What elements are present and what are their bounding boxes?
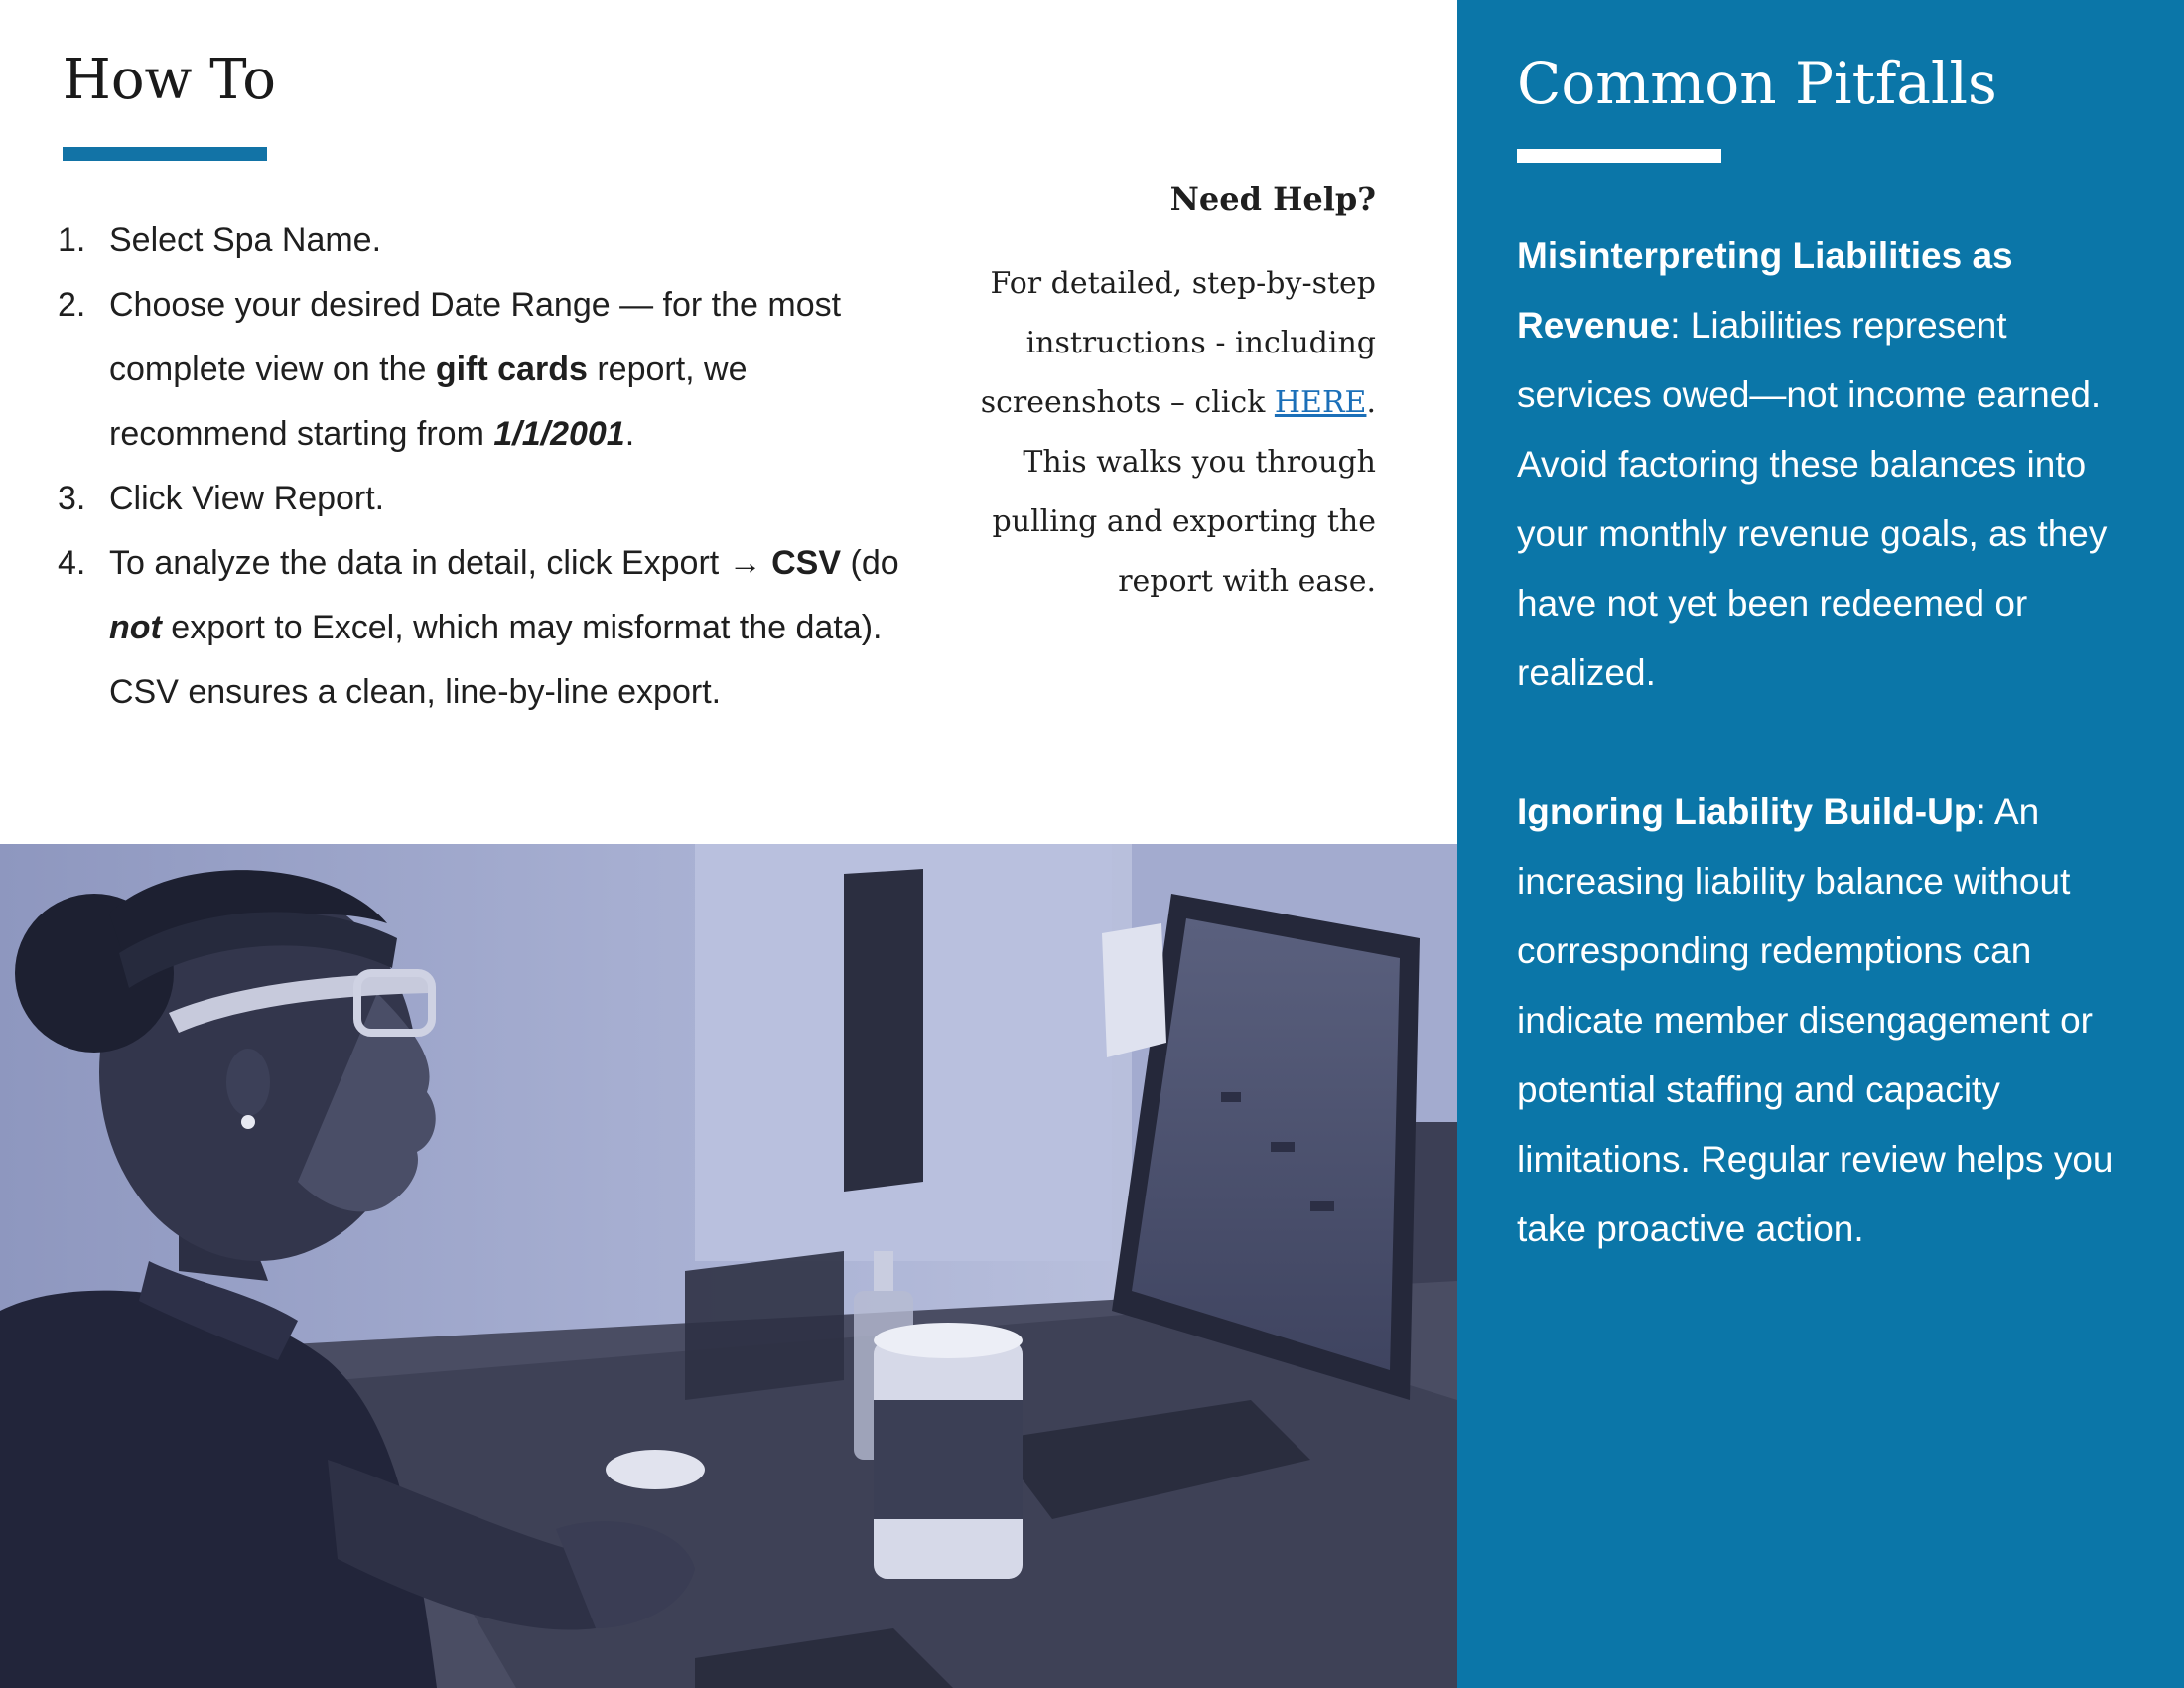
step-text: export to Excel, which may misformat the data). CSV ensures a clean, line-by-line export. <box>109 609 883 711</box>
pitfall-description: : Liabilities represent services owed—not income earned. Avoid factoring these balances into your monthly revenue goals, as they have not yet been redeemed or realized. <box>1517 305 2108 693</box>
step-number: 1. <box>58 221 86 259</box>
step-number: 4. <box>58 544 86 582</box>
step-bold-text: CSV <box>771 544 842 582</box>
step-text: To analyze the data in detail, click Export → <box>109 544 772 582</box>
step-bold-text: gift cards <box>435 351 588 388</box>
pitfall-item <box>1517 221 2132 708</box>
need-help-text-pre: For detailed, step-by-step instructions - including screenshots – click <box>980 266 1376 420</box>
step-start-date: 1/1/2001 <box>493 415 625 453</box>
step-text: Click View Report. <box>109 480 385 517</box>
step-number: 3. <box>58 480 86 517</box>
step-text: report, we recommend starting from <box>109 351 748 453</box>
step-item <box>58 531 911 725</box>
step-text: (do <box>841 544 899 582</box>
step-number: 2. <box>58 286 86 324</box>
need-help-heading: Need Help? <box>1169 180 1376 217</box>
step-item <box>58 467 911 531</box>
step-emphasis: not <box>109 609 162 646</box>
pitfall-term: Misinterpreting Liabilities as Revenue <box>1517 235 2013 346</box>
need-help-box <box>973 177 1376 612</box>
common-pitfalls-accent-rule <box>1517 149 1721 163</box>
step-item <box>58 209 911 273</box>
step-text: . <box>624 415 635 453</box>
staff-at-computer-photo <box>0 844 1457 1688</box>
step-text: Choose your desired Date Range — for the most complete view on the <box>109 286 842 388</box>
need-help-text <box>973 254 1376 612</box>
common-pitfalls-heading: Common Pitfalls <box>1517 50 1997 117</box>
pitfall-item <box>1517 777 2132 1264</box>
how-to-steps-list <box>58 209 911 725</box>
need-help-text-post: . This walks you through pulling and exporting the report with ease. <box>992 385 1376 599</box>
how-to-heading: How To <box>63 48 277 112</box>
pitfall-description: : An increasing liability balance without corresponding redemptions can indicate member disengagement or potential staffing and capacity limitations. Regular review helps you take proactive action. <box>1517 791 2114 1249</box>
common-pitfalls-panel <box>1457 0 2184 1688</box>
step-item <box>58 273 911 467</box>
how-to-accent-rule <box>63 147 267 161</box>
help-here-link[interactable]: HERE <box>1274 385 1367 420</box>
pitfall-term: Ignoring Liability Build-Up <box>1517 791 1977 832</box>
step-text: Select Spa Name. <box>109 221 382 259</box>
